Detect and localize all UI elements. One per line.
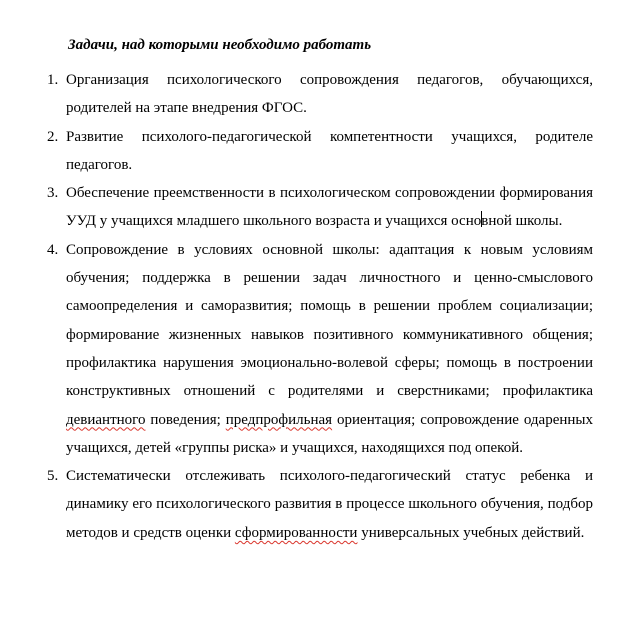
text-segment: универсальных учебных действий. (357, 524, 585, 541)
text-segment: поведения; (145, 411, 226, 428)
list-item-text (66, 236, 593, 462)
text-segment: Систематически отслеживать психолого-педагогический статус ребенка и динамику его психологического развития в процессе школьного обучения, подбор методов и средств оценки (66, 468, 593, 541)
tasks-list (0, 66, 622, 547)
list-item-text: Организация психологического сопровождения педагогов, обучающихся, родителей на этапе внедрения ФГОС. (66, 72, 593, 117)
list-item-text (66, 179, 593, 236)
text-segment: вной школы. (481, 213, 563, 230)
list-item-number: 1. (47, 72, 59, 88)
list-item (0, 123, 622, 180)
list-item (0, 236, 622, 462)
text-segment: ориентация; сопровождение одаренных учащихся, детей «группы риска» и учащихся, находящихся под опекой. (66, 411, 593, 456)
spellcheck-flagged-word[interactable]: предпрофильная (225, 411, 333, 428)
list-item-text: Развитие психолого-педагогической компетентности учащихся, родителе педагогов. (66, 128, 593, 173)
list-item (0, 66, 622, 123)
text-segment: Сопровождение в условиях основной школы: адаптация к новым условиям обучения; поддержка в решении задач личностного и ценно-смыслового самоопределения и саморазвития; помощь в решении проблем социализации; формирование жизненных навыков позитивного коммуникативного общения; профилактика нарушения эмоционально-волевой сферы; помощь в построении конструктивных отношений с родителями и сверстниками; профилактика (66, 241, 593, 400)
spellcheck-flagged-word[interactable]: девиантного (66, 411, 146, 428)
list-item (0, 462, 622, 547)
text-segment: Обеспечение преемственности в психологическом сопровождении формирования УУД у учащихся младшего школьного возраста и учащихся осно (66, 185, 593, 230)
list-item-number: 3. (47, 185, 59, 202)
document-heading: Задачи, над которыми необходимо работать (68, 37, 372, 53)
spellcheck-flagged-word[interactable]: сформированности (234, 524, 358, 541)
list-item (0, 179, 622, 236)
list-item-number: 4. (47, 241, 59, 258)
list-item-number: 5. (47, 468, 59, 485)
list-item-text (66, 462, 593, 547)
list-item-number: 2. (47, 128, 59, 145)
